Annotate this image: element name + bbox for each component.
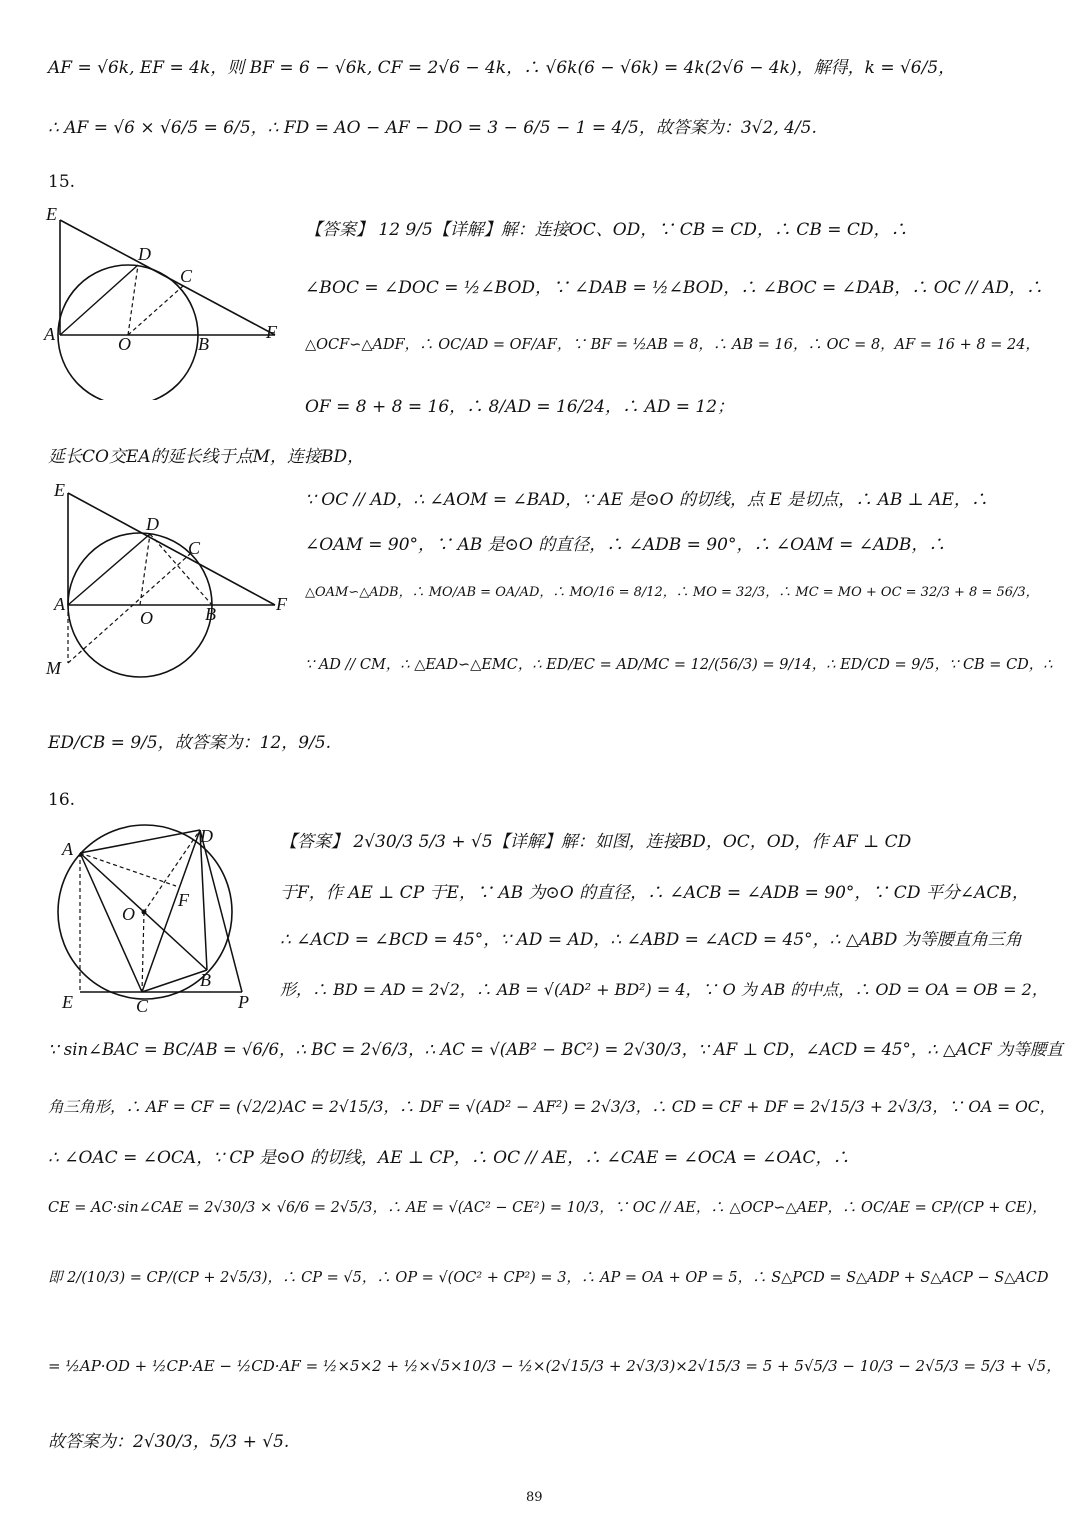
question-16-number: 16. <box>48 790 76 810</box>
label-M: M <box>46 658 61 678</box>
label-E: E <box>46 204 57 224</box>
label-B: B <box>205 604 216 624</box>
p16-line-2: 于F，作 AE ⊥ CP 于E，∵ AB 为⊙O 的直径，∴ ∠ACB = ∠ADB = 90°，∵ CD 平分∠ACB， <box>280 883 1029 903</box>
line-1: AF = √6k, EF = 4k，则 BF = 6 − √6k, CF = 2√6 − 4k，∴ √6k(6 − √6k) = 4k(2√6 − 4k)，解得，k = √6/5， <box>48 58 956 78</box>
label-F: F <box>266 322 277 342</box>
label-D: D <box>146 514 159 534</box>
label-D: D <box>138 244 151 264</box>
figure-15a <box>40 200 290 400</box>
label-E: E <box>54 480 65 500</box>
p16-line-4: 形，∴ BD = AD = 2√2，∴ AB = √(AD² + BD²) = 4，∵ O 为 AB 的中点，∴ OD = OA = OB = 2， <box>280 980 1048 999</box>
label-P: P <box>238 992 249 1012</box>
p16-line-9: 即 2/(10/3) = CP/(CP + 2√5/3)，∴ CP = √5，∴ OP = √(OC² + CP²) = 3，∴ AP = OA + OP = 5，∴ S△PCD = S△ADP + S△ACP − S△ACD <box>48 1270 1049 1286</box>
p15-line-8: △OAM∽△ADB，∴ MO/AB = OA/AD，∴ MO/16 = 8/12，∴ MO = 32/3，∴ MC = MO + OC = 32/3 + 8 = 56/3， <box>305 585 1039 600</box>
p15-line-6: ∵ OC // AD，∴ ∠AOM = ∠BAD，∵ AE 是⊙O 的切线，点 E 是切点，∴ AB ⊥ AE，∴ <box>305 490 988 510</box>
p15-line-4: OF = 8 + 8 = 16，∴ 8/AD = 16/24，∴ AD = 12； <box>305 397 735 417</box>
p16-line-11: 故答案为：2√30/3，5/3 + √5. <box>48 1432 290 1452</box>
label-C: C <box>188 538 201 558</box>
label-A: A <box>54 594 65 614</box>
label-O: O <box>118 334 131 354</box>
p16-line-8: CE = AC·sin∠CAE = 2√30/3 × √6/6 = 2√5/3，∴ AE = √(AC² − CE²) = 10/3，∵ OC // AE，∴ △OCP∽△AEP，∴ OC/AE = CP/(CP + CE)， <box>48 1200 1047 1216</box>
p15-line-3: △OCF∽△ADF，∴ OC/AD = OF/AF，∵ BF = ½AB = 8，∴ AB = 16，∴ OC = 8，AF = 16 + 8 = 24， <box>305 337 1040 353</box>
line-2: ∴ AF = √6 × √6/5 = 6/5，∴ FD = AO − AF − DO = 3 − 6/5 − 1 = 4/5，故答案为：3√2, 4/5. <box>48 118 817 138</box>
label-O: O <box>122 904 135 924</box>
p16-line-7: ∴ ∠OAC = ∠OCA，∵ CP 是⊙O 的切线，AE ⊥ CP，∴ OC // AE，∴ ∠CAE = ∠OCA = ∠OAC，∴ <box>48 1148 850 1168</box>
label-B: B <box>200 970 211 990</box>
label-A: A <box>44 324 55 344</box>
label-F: F <box>178 890 189 910</box>
label-D: D <box>200 826 213 846</box>
label-B: B <box>198 334 209 354</box>
p15-line-7: ∠OAM = 90°，∵ AB 是⊙O 的直径，∴ ∠ADB = 90°，∴ ∠OAM = ∠ADB，∴ <box>305 535 946 555</box>
figure-16 <box>50 820 270 1020</box>
p15-line-10: ED/CB = 9/5，故答案为：12，9/5. <box>48 733 332 753</box>
label-C: C <box>180 266 193 286</box>
label-E: E <box>62 992 73 1012</box>
label-O: O <box>140 608 153 628</box>
label-C: C <box>136 996 149 1016</box>
p16-line-6: 角三角形，∴ AF = CF = (√2/2)AC = 2√15/3，∴ DF = √(AD² − AF²) = 2√3/3，∴ CD = CF + DF = 2√15/3 + 2√3/3，∵ OA = OC， <box>48 1098 1056 1116</box>
p15-line-2: ∠BOC = ∠DOC = ½∠BOD，∵ ∠DAB = ½∠BOD，∴ ∠BOC = ∠DAB，∴ OC // AD，∴ <box>305 278 1043 298</box>
p16-line-3: ∴ ∠ACD = ∠BCD = 45°，∵ AD = AD，∴ ∠ABD = ∠ACD = 45°，∴ △ABD 为等腰直角三角 <box>280 930 1022 950</box>
p16-line-10: = ½AP·OD + ½CP·AE − ½CD·AF = ½×5×2 + ½×√5×10/3 − ½×(2√15/3 + 2√3/3)×2√15/3 = 5 + 5√5/3 − 10/3 − 2√5/3 = 5/3 + √5， <box>48 1357 1062 1375</box>
p15-line-5: 延长CO交EA的延长线于点M，连接BD， <box>48 447 365 467</box>
question-15-number: 15. <box>48 172 76 192</box>
p16-line-5: ∵ sin∠BAC = BC/AB = √6/6，∴ BC = 2√6/3，∴ AC = √(AB² − BC²) = 2√30/3，∵ AF ⊥ CD，∠ACD = 45°，∴ △ACF 为等腰直 <box>48 1040 1063 1059</box>
p15-line-1: 【答案】 12 9/5【详解】解：连接OC、OD，∵ CB = CD，∴ CB = CD，∴ <box>305 220 908 240</box>
figure-15b <box>40 478 300 688</box>
label-F: F <box>276 594 287 614</box>
page-number: 89 <box>526 1490 543 1505</box>
p16-line-1: 【答案】 2√30/3 5/3 + √5【详解】解：如图，连接BD，OC，OD，作 AF ⊥ CD <box>280 832 912 852</box>
label-A: A <box>62 839 73 859</box>
p15-line-9: ∵ AD // CM，∴ △EAD∽△EMC，∴ ED/EC = AD/MC = 12/(56/3) = 9/14，∴ ED/CD = 9/5，∵ CB = CD，∴ <box>305 657 1053 673</box>
